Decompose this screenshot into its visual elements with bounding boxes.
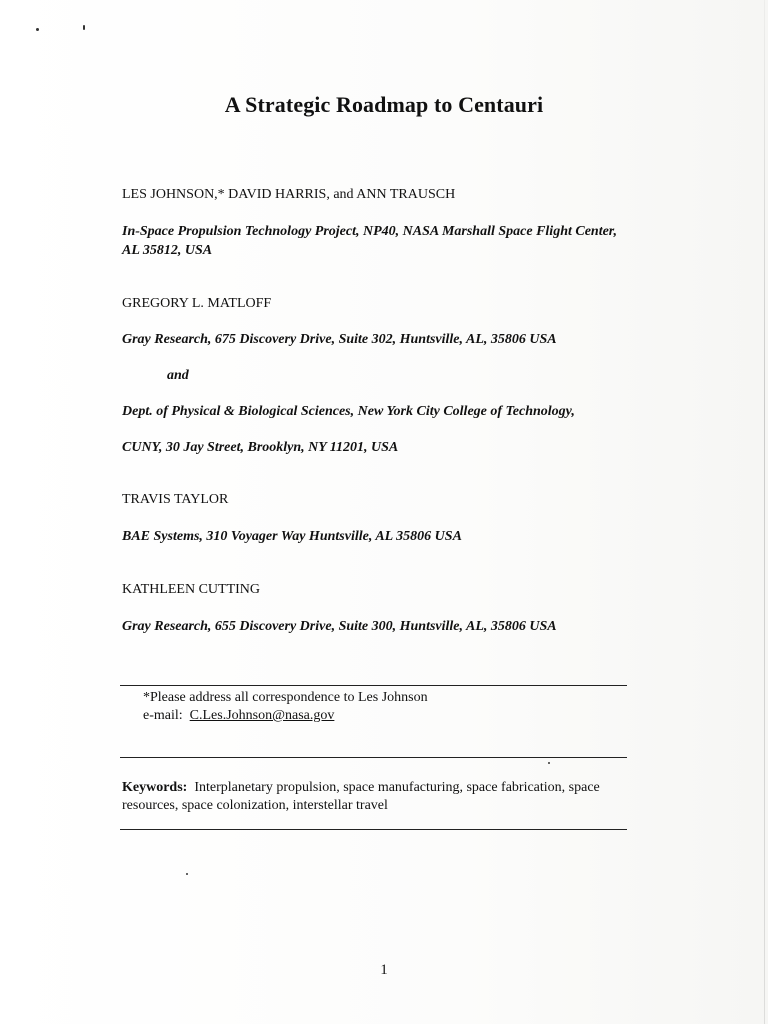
correspondence-bottom-rule	[120, 757, 627, 758]
affiliation-line: BAE Systems, 310 Voyager Way Huntsville, AL 35806 USA	[122, 529, 462, 544]
keywords-bottom-rule	[120, 829, 627, 830]
scan-speck	[83, 25, 85, 30]
affiliation-line: AL 35812, USA	[122, 243, 213, 258]
author-names-2: GREGORY L. MATLOFF	[122, 296, 272, 311]
page-number: 1	[380, 962, 388, 978]
email-label: e-mail:	[143, 708, 183, 723]
keywords-text: Interplanetary propulsion, space manufacturing, space fabrication, space	[194, 780, 600, 795]
scan-edge-line	[764, 0, 765, 1024]
correspondence-email-line	[143, 707, 334, 725]
scan-speck	[186, 873, 188, 875]
correspondence-top-rule	[120, 685, 627, 686]
author-names-1: LES JOHNSON,* DAVID HARRIS, and ANN TRAUSCH	[122, 187, 456, 202]
affiliation-line: Dept. of Physical & Biological Sciences, New York City College of Technology,	[122, 404, 575, 419]
affiliation-connector: and	[167, 368, 189, 383]
affiliation-line: Gray Research, 655 Discovery Drive, Suite 300, Huntsville, AL, 35806 USA	[122, 619, 557, 634]
keywords-label: Keywords:	[122, 780, 188, 795]
author-names-4: KATHLEEN CUTTING	[122, 582, 261, 597]
scan-speck	[548, 762, 550, 764]
paper-title: A Strategic Roadmap to Centauri	[224, 92, 544, 117]
affiliation-line: In-Space Propulsion Technology Project, NP40, NASA Marshall Space Flight Center,	[122, 224, 617, 239]
correspondence-note: *Please address all correspondence to Les Johnson	[143, 690, 428, 705]
keywords-line-2: resources, space colonization, interstellar travel	[122, 798, 388, 813]
email-link[interactable]: C.Les.Johnson@nasa.gov	[189, 708, 335, 723]
keywords-line-1	[122, 779, 600, 797]
scan-speck	[36, 28, 39, 31]
affiliation-line: CUNY, 30 Jay Street, Brooklyn, NY 11201, USA	[122, 440, 399, 455]
affiliation-line: Gray Research, 675 Discovery Drive, Suite 302, Huntsville, AL, 35806 USA	[122, 332, 557, 347]
author-names-3: TRAVIS TAYLOR	[122, 492, 229, 507]
